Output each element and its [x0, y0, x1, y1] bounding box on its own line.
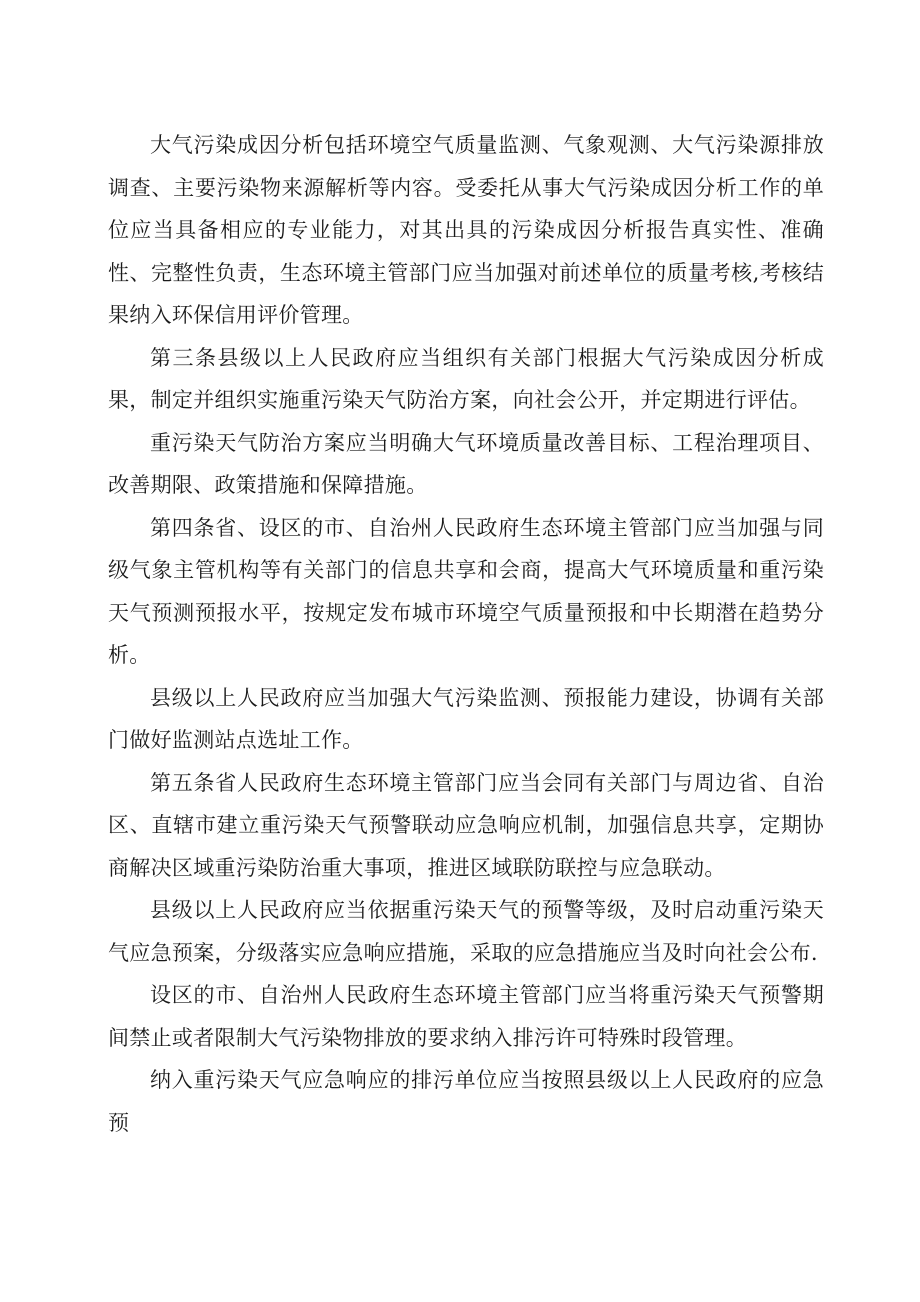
- paragraph-1: 大气污染成因分析包括环境空气质量监测、气象观测、大气污染源排放调查、主要污染物来源解析等内容。受委托从事大气污染成因分析工作的单位应当具备相应的专业能力，对其出具的污染成因分析报告真实性、准确性、完整性负责，生态环境主管部门应当加强对前述单位的质量考核,考核结果纳入环保信用评价管理。: [108, 133, 824, 327]
- paragraph-7: 县级以上人民政府应当依据重污染天气的预警等级，及时启动重污染天气应急预案，分级落实应急响应措施，采取的应急措施应当及时向社会公布.: [108, 898, 824, 965]
- paragraph-5: 县级以上人民政府应当加强大气污染监测、预报能力建设，协调有关部门做好监测站点选址工作。: [108, 685, 824, 752]
- document-body: [108, 124, 824, 1144]
- paragraph-2: 第三条县级以上人民政府应当组织有关部门根据大气污染成因分析成果，制定并组织实施重污染天气防治方案，向社会公开，并定期进行评估。: [108, 345, 824, 412]
- paragraph-3: 重污染天气防治方案应当明确大气环境质量改善目标、工程治理项目、改善期限、政策措施和保障措施。: [108, 430, 824, 497]
- paragraph-9: 纳入重污染天气应急响应的排污单位应当按照县级以上人民政府的应急预: [108, 1068, 824, 1135]
- paragraph-4: 第四条省、设区的市、自治州人民政府生态环境主管部门应当加强与同级气象主管机构等有关部门的信息共享和会商，提高大气环境质量和重污染天气预测预报水平，按规定发布城市环境空气质量预报和中长期潜在趋势分析。: [108, 515, 824, 667]
- paragraph-6: 第五条省人民政府生态环境主管部门应当会同有关部门与周边省、自治区、直辖市建立重污染天气预警联动应急响应机制，加强信息共享，定期协商解决区域重污染防治重大事项，推进区域联防联控与应急联动。: [108, 770, 824, 880]
- paragraph-8: 设区的市、自治州人民政府生态环境主管部门应当将重污染天气预警期间禁止或者限制大气污染物排放的要求纳入排污许可特殊时段管理。: [108, 983, 824, 1050]
